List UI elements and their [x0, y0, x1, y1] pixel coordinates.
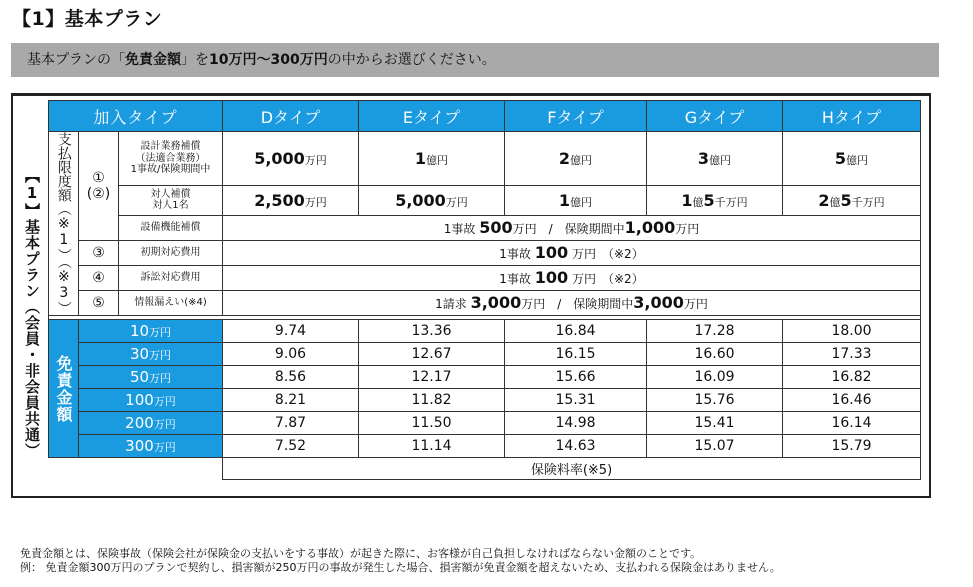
- rate-d: 9.06: [223, 343, 359, 366]
- rate-h: 17.33: [783, 343, 921, 366]
- value: 2: [558, 149, 571, 169]
- row2-g: [647, 186, 783, 215]
- row2-e: [359, 186, 505, 215]
- rate-f: 16.15: [505, 343, 647, 366]
- unit: 万円: [149, 326, 172, 339]
- value: 1,000: [624, 218, 676, 238]
- unit: 億円: [426, 154, 449, 168]
- row6-label: 情報漏えい(※4): [119, 290, 223, 315]
- row3-value: [223, 215, 921, 240]
- deductible-amount: [79, 320, 223, 343]
- row2-d: [223, 186, 359, 215]
- value: 50: [129, 368, 150, 386]
- value: 5: [834, 149, 847, 169]
- intro-term: 免責金額: [125, 52, 181, 68]
- intro-mid: 」を: [181, 52, 209, 68]
- unit: 万円: [153, 418, 176, 431]
- unit: 万円: [149, 349, 172, 362]
- rate-g: 15.41: [647, 412, 783, 435]
- note-definition: 免責金額とは、保険事故（保険会社が保険金の支払いをする事故）が起きた際に、お客様が自己負担しなければならない金額のことです。: [20, 547, 702, 560]
- rate-e: 12.67: [359, 343, 505, 366]
- text: 1事故: [443, 222, 476, 237]
- row3-label: 設備機能補償: [119, 215, 223, 240]
- intro-post: の中からお選びください。: [327, 52, 496, 68]
- row6-value: [223, 290, 921, 315]
- deductible-amount: [79, 343, 223, 366]
- plan-table: [48, 100, 921, 480]
- row1-d: [223, 132, 359, 186]
- row4-label: 初期対応費用: [119, 240, 223, 265]
- rate-e: 11.14: [359, 435, 505, 458]
- rate-f: 14.98: [505, 412, 647, 435]
- rate-h: 16.14: [783, 412, 921, 435]
- value: 1: [558, 190, 571, 210]
- row1-g: [647, 132, 783, 186]
- value: 100: [125, 391, 154, 409]
- rate-h: 16.82: [783, 366, 921, 389]
- deductible-row: [49, 366, 921, 389]
- circle-3: ③: [79, 240, 119, 265]
- text: 万円 （※2）: [572, 247, 644, 262]
- rate-h: 16.46: [783, 389, 921, 412]
- value: 3: [697, 149, 710, 169]
- value: 1: [414, 149, 427, 169]
- row2-label: 対人補償 対人1名: [119, 186, 223, 215]
- value: 200: [125, 414, 154, 432]
- header-h: Hタイプ: [783, 101, 921, 132]
- header-g: Gタイプ: [647, 101, 783, 132]
- header-f: Fタイプ: [505, 101, 647, 132]
- deductible-amount: [79, 366, 223, 389]
- deductible-row: [49, 343, 921, 366]
- rate-g: 17.28: [647, 320, 783, 343]
- value: 5,000: [254, 149, 305, 169]
- value: 5: [840, 190, 852, 210]
- rate-e: 11.82: [359, 389, 505, 412]
- circle-4: ④: [79, 265, 119, 290]
- deductible-row: [49, 435, 921, 458]
- unit: 万円: [153, 441, 176, 454]
- text: 万円 / 保険期間中: [512, 222, 625, 237]
- text: 1請求: [435, 297, 467, 312]
- deductible-row: [49, 389, 921, 412]
- circle-5: ⑤: [79, 290, 119, 315]
- rate-d: 9.74: [223, 320, 359, 343]
- row2-h: [783, 186, 921, 215]
- rate-d: 8.21: [223, 389, 359, 412]
- value: 100: [534, 268, 569, 288]
- text: 1事故: [499, 272, 531, 287]
- limit-group-label: 支払限度額（※1）（※3）: [49, 132, 79, 316]
- row1-e: [359, 132, 505, 186]
- deductible-amount: [79, 435, 223, 458]
- rate-f: 16.84: [505, 320, 647, 343]
- value: 2,500: [254, 190, 305, 210]
- header-e: Eタイプ: [359, 101, 505, 132]
- intro-bar: [11, 43, 939, 77]
- text: 1事故: [499, 247, 531, 262]
- rate-e: 11.50: [359, 412, 505, 435]
- note-example: 例： 免責金額300万円のプランで契約し、損害額が250万円の事故が発生した場合、損害額が免責金額を超えないため、支払われる保険金はありません。: [20, 561, 781, 574]
- rate-e: 12.17: [359, 366, 505, 389]
- rate-g: 15.07: [647, 435, 783, 458]
- unit: 億: [692, 195, 704, 209]
- rate-e: 13.36: [359, 320, 505, 343]
- rate-h: 15.79: [783, 435, 921, 458]
- circle-2: (②): [86, 185, 111, 202]
- rate-g: 15.76: [647, 389, 783, 412]
- header-type: 加入タイプ: [49, 101, 223, 132]
- deductible-amount: [79, 389, 223, 412]
- row5-value: [223, 265, 921, 290]
- deductible-row: [49, 320, 921, 343]
- unit: 億円: [570, 195, 593, 209]
- rate-f: 14.63: [505, 435, 647, 458]
- unit: 億円: [709, 154, 732, 168]
- rate-d: 8.56: [223, 366, 359, 389]
- value: 300: [125, 437, 154, 455]
- circle-1-2: [79, 132, 119, 241]
- text: 万円 / 保険期間中: [521, 297, 634, 312]
- row4-value: [223, 240, 921, 265]
- text: 万円: [683, 297, 708, 312]
- text: 万円 （※2）: [572, 272, 644, 287]
- value: 3,000: [470, 293, 522, 313]
- rate-g: 16.09: [647, 366, 783, 389]
- value: 10: [129, 322, 150, 340]
- deductible-amount: [79, 412, 223, 435]
- unit: 億: [829, 195, 841, 209]
- rate-f: 15.31: [505, 389, 647, 412]
- intro-range: 10万円〜300万円: [209, 52, 328, 68]
- rate-footer: 保険料率(※5): [223, 458, 921, 480]
- rate-d: 7.87: [223, 412, 359, 435]
- value: 1: [681, 190, 693, 210]
- unit: 千万円: [851, 195, 885, 209]
- unit: 千万円: [714, 195, 748, 209]
- row1-h: [783, 132, 921, 186]
- unit: 万円: [153, 395, 176, 408]
- value: 2: [818, 190, 830, 210]
- row5-label: 訴訟対応費用: [119, 265, 223, 290]
- unit: 万円: [445, 195, 468, 209]
- unit: 億円: [570, 154, 593, 168]
- value: 5: [703, 190, 715, 210]
- page-title: 【1】基本プラン: [12, 8, 163, 30]
- value: 100: [534, 243, 569, 263]
- deductible-row: [49, 412, 921, 435]
- intro-pre: 基本プランの「: [27, 52, 125, 68]
- row2-f: [505, 186, 647, 215]
- rate-h: 18.00: [783, 320, 921, 343]
- rate-g: 16.60: [647, 343, 783, 366]
- deductible-label: 免責金額: [49, 320, 79, 458]
- unit: 万円: [149, 372, 172, 385]
- circle-1: ①: [92, 169, 105, 186]
- rate-d: 7.52: [223, 435, 359, 458]
- rate-f: 15.66: [505, 366, 647, 389]
- footer-spacer: [49, 458, 223, 480]
- unit: 万円: [304, 195, 327, 209]
- value: 3,000: [633, 293, 684, 313]
- unit: 億円: [846, 154, 869, 168]
- row1-f: [505, 132, 647, 186]
- row1-label: 設計業務補償 （法適合業務） 1事故/保険期間中: [119, 132, 223, 186]
- header-d: Dタイプ: [223, 101, 359, 132]
- value: 500: [479, 218, 513, 238]
- text: 万円: [675, 222, 700, 237]
- side-label: 【1】基本プラン（会員・非会員共通）: [23, 168, 41, 459]
- value: 30: [129, 345, 150, 363]
- value: 5,000: [395, 190, 446, 210]
- unit: 万円: [304, 154, 327, 168]
